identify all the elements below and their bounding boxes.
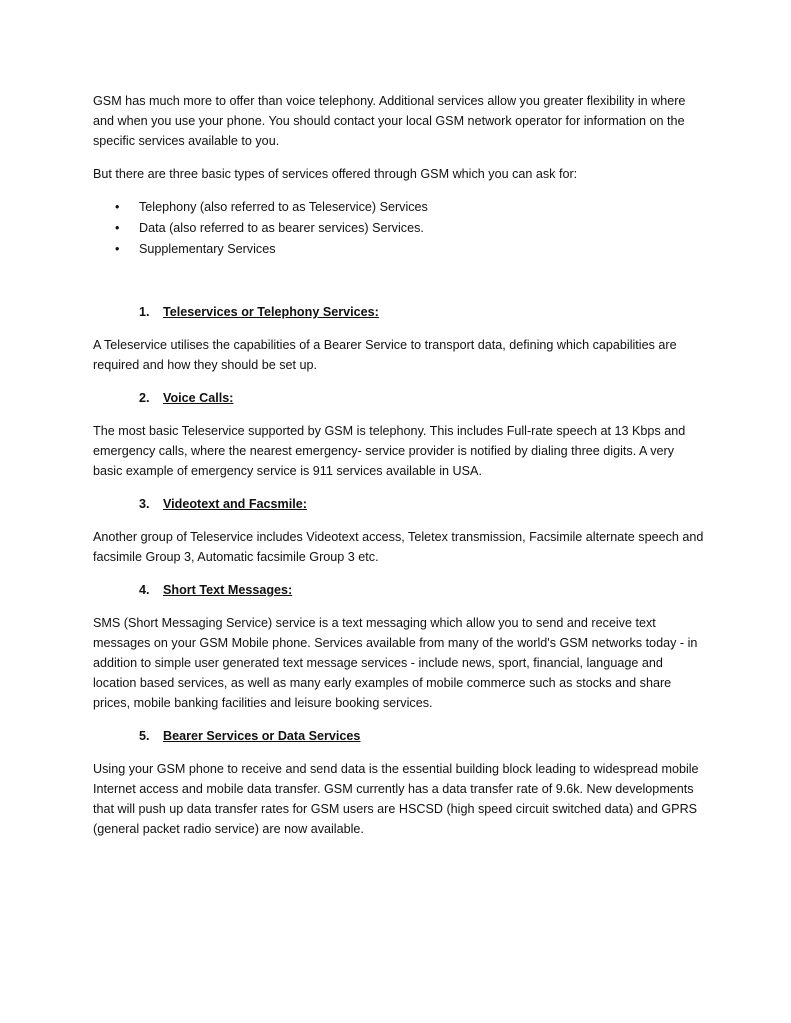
- bullet-icon: •: [115, 242, 120, 256]
- section-title: Bearer Services or Data Services: [163, 729, 361, 743]
- section-number: 4.: [139, 583, 150, 597]
- list-item-text: Data (also referred to as bearer services) Services.: [139, 221, 424, 235]
- list-item: [93, 197, 705, 218]
- section-body-bearer-services: Using your GSM phone to receive and send data is the essential building block leading to widespread mobile Internet access and mobile data transfer. GSM currently has a data transfer rate of 9.6k. New developments that will push up data transfer rates for GSM users are HSCSD (high speed circuit switched data) and GPRS (general packet radio service) are now available.: [93, 762, 699, 836]
- list-item: [93, 218, 705, 239]
- section-title: Videotext and Facsmile:: [163, 497, 307, 511]
- section-title: Short Text Messages:: [163, 583, 293, 597]
- section-body-teleservices: A Teleservice utilises the capabilities of a Bearer Service to transport data, defining which capabilities are required and how they should be set up.: [93, 338, 677, 372]
- section-number: 2.: [139, 391, 150, 405]
- section-body-voice-calls: The most basic Teleservice supported by GSM is telephony. This includes Full-rate speech at 13 Kbps and emergency calls, where the nearest emergency- service provider is notified by dialing three digits. A very basic example of emergency service is 911 services available in USA.: [93, 424, 686, 478]
- section-body-videotext: Another group of Teleservice includes Videotext access, Teletex transmission, Facsimile alternate speech and facsimile Group 3, Automatic facsimile Group 3 etc.: [93, 530, 704, 564]
- list-item-text: Supplementary Services: [139, 242, 276, 256]
- intro-paragraph-2: But there are three basic types of services offered through GSM which you can ask for:: [93, 167, 578, 181]
- section-title: Teleservices or Telephony Services:: [163, 305, 379, 319]
- section-number: 3.: [139, 497, 150, 511]
- spacer: [93, 260, 705, 302]
- section-heading-videotext: [93, 494, 705, 514]
- list-item: [93, 239, 705, 260]
- section-title: Voice Calls:: [163, 391, 234, 405]
- section-number: 5.: [139, 729, 150, 743]
- section-heading-bearer-services: [93, 726, 705, 746]
- section-body-short-text-messages: SMS (Short Messaging Service) service is a text messaging which allow you to send and receive text messages on your GSM Mobile phone. Services available from many of the world's GSM networks today - in addition to simple user generated text message services - include news, sport, financial, language and location based services, as well as many early examples of mobile commerce such as stocks and share prices, mobile banking facilities and leisure booking services.: [93, 616, 698, 710]
- list-item-text: Telephony (also referred to as Teleservice) Services: [139, 200, 428, 214]
- bullet-icon: •: [115, 221, 120, 235]
- service-types-list: [93, 197, 705, 260]
- section-heading-voice-calls: [93, 388, 705, 408]
- section-heading-teleservices: [93, 302, 705, 322]
- intro-paragraph-1: GSM has much more to offer than voice telephony. Additional services allow you greater flexibility in where and when you use your phone. You should contact your local GSM network operator for information on the specific services available to you.: [93, 94, 686, 148]
- section-heading-short-text-messages: [93, 580, 705, 600]
- document-page: [93, 91, 705, 852]
- section-number: 1.: [139, 305, 150, 319]
- bullet-icon: •: [115, 200, 120, 214]
